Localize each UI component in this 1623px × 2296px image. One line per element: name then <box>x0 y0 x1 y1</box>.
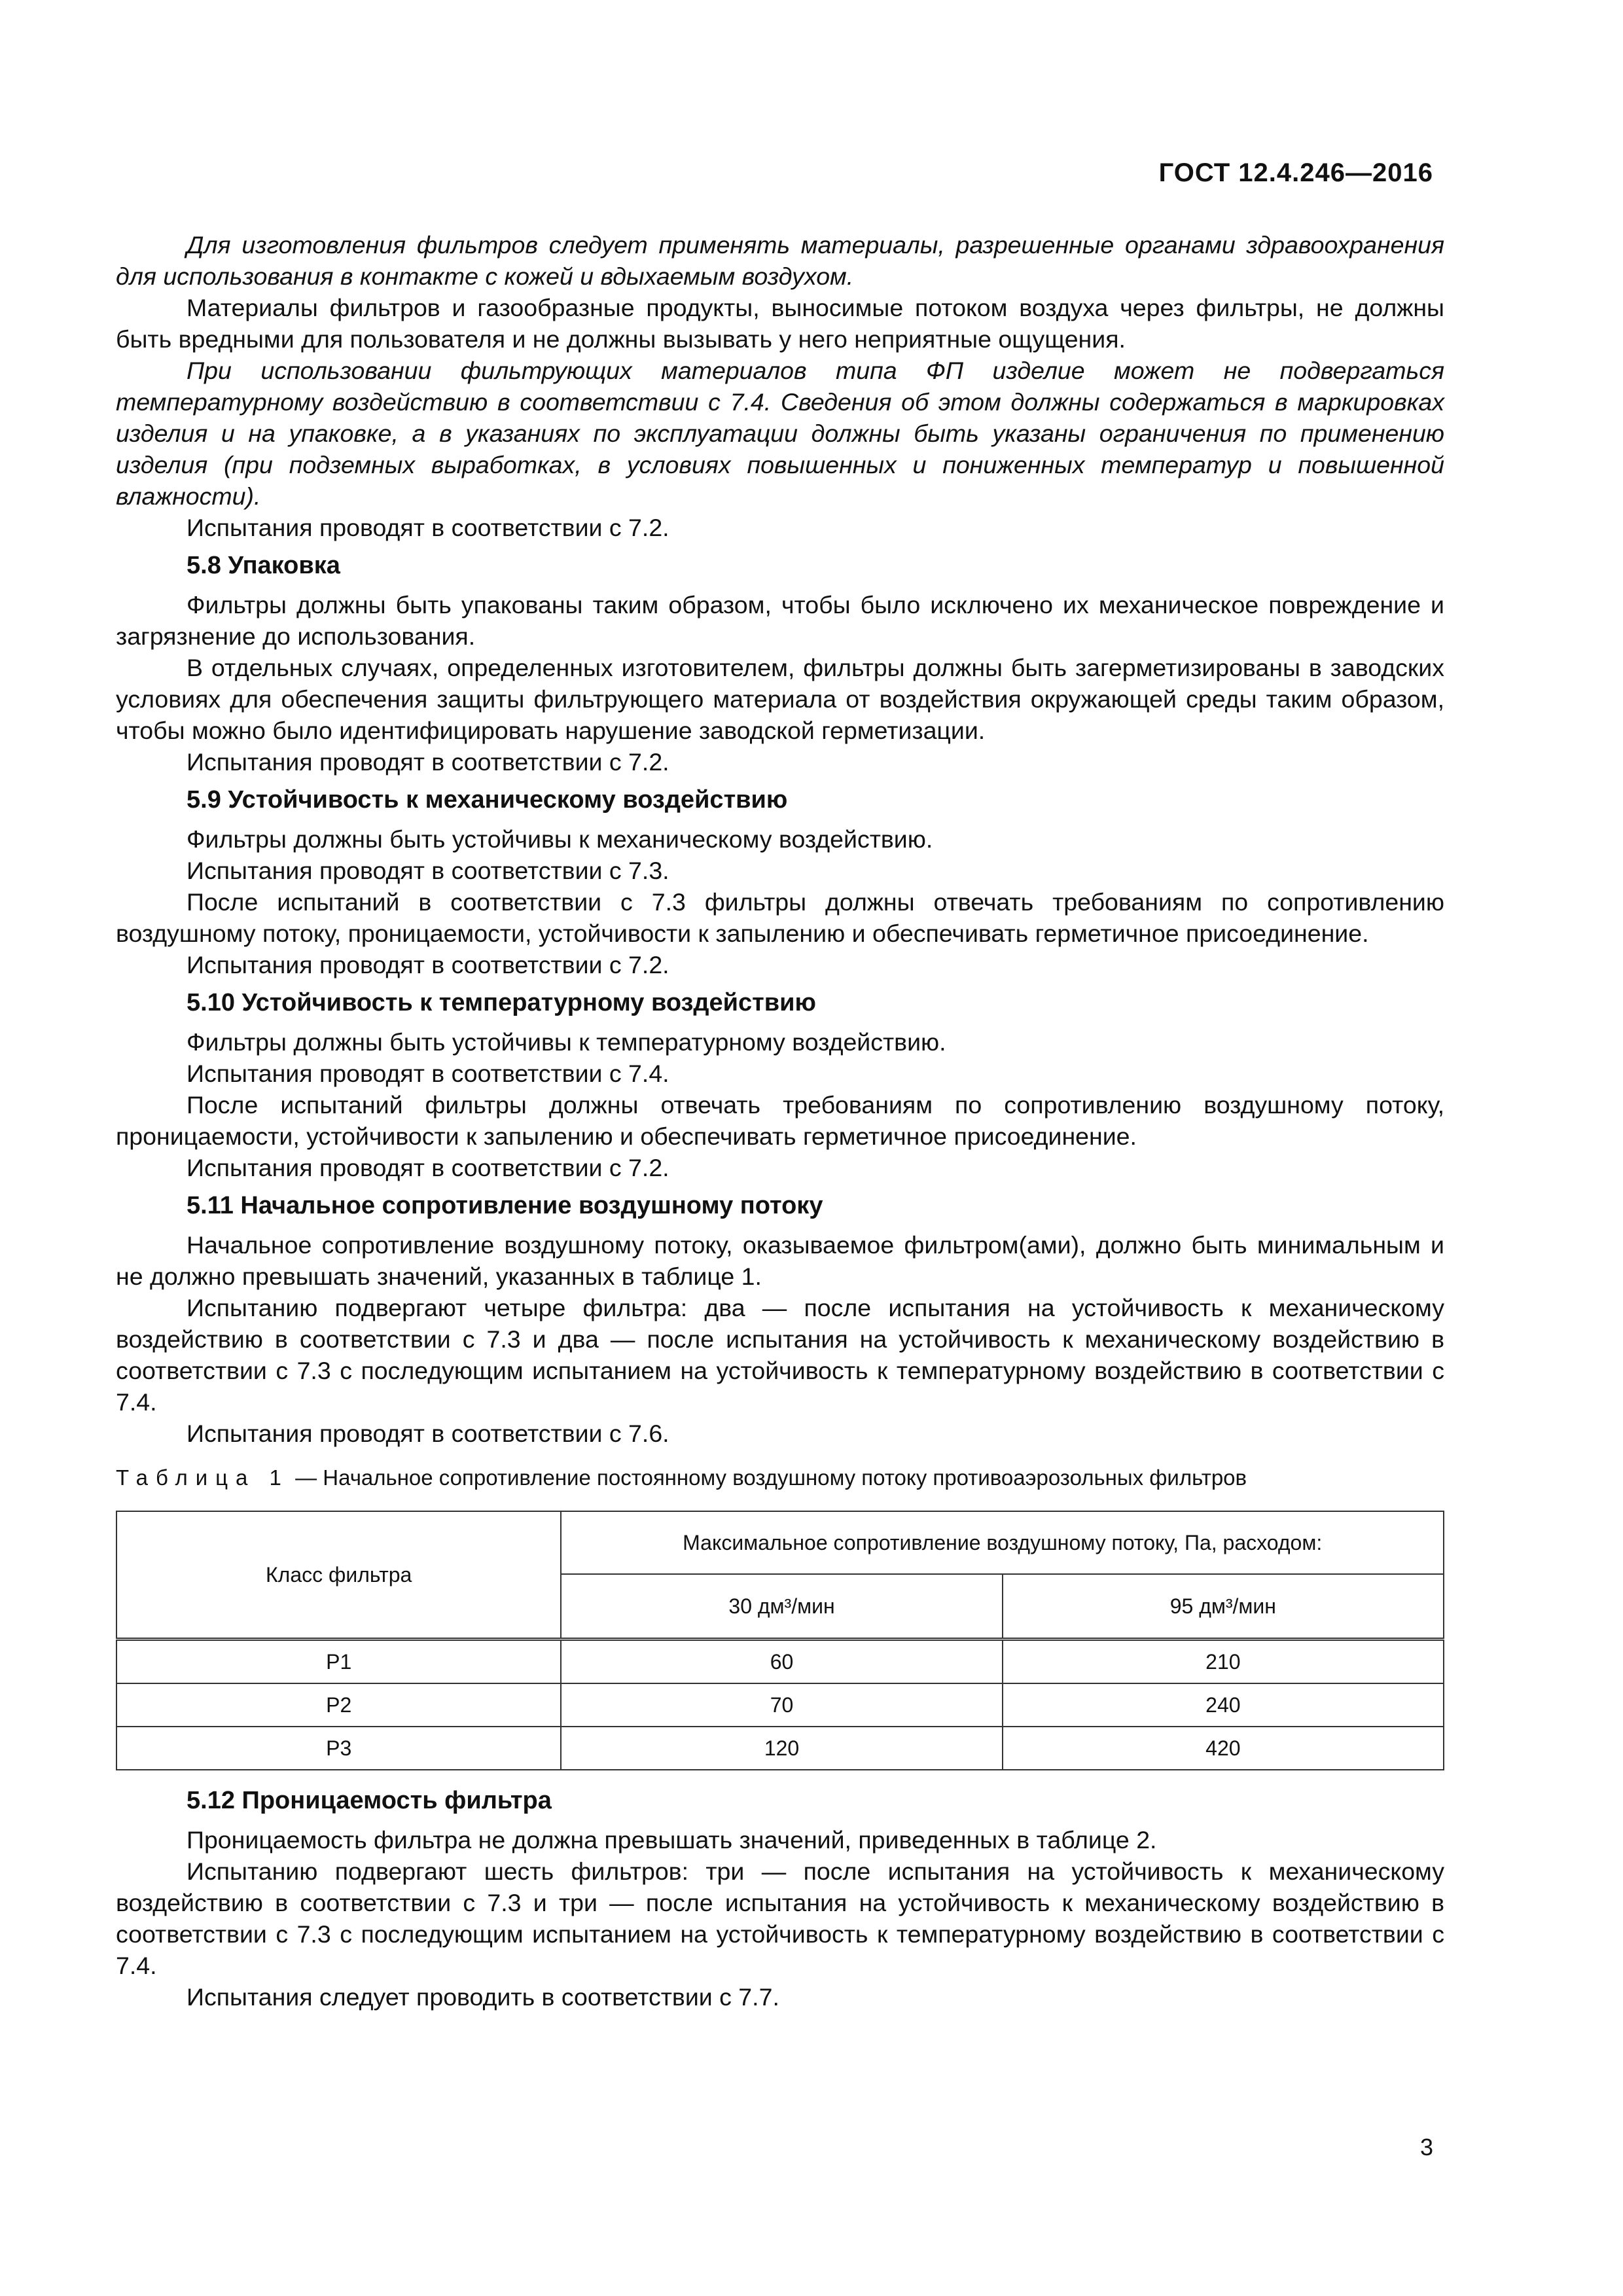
paragraph: Начальное сопротивление воздушному потоку, оказываемое фильтром(ами), должно быть минимальным и не должно превышать значений, указанных в таблице 1. <box>116 1231 1444 1290</box>
table-row <box>116 1727 1444 1770</box>
table-cell-class: P2 <box>116 1683 561 1727</box>
table-row <box>116 1683 1444 1727</box>
paragraph: Фильтры должны быть устойчивы к механическому воздействию. <box>187 825 933 853</box>
paragraph: После испытаний в соответствии с 7.3 фильтры должны отвечать требованиям по сопротивлению воздушному потоку, проницаемости, устойчивости к запылению и обеспечивать герметичное присоединение. <box>116 888 1444 947</box>
table-caption-label: Таблица 1 <box>116 1465 289 1490</box>
section-heading-5-8: 5.8 Упаковка <box>187 552 340 579</box>
table-cell-class: P1 <box>116 1640 561 1684</box>
paragraph: Испытания проводят в соответствии с 7.2. <box>187 748 669 776</box>
table-caption-text: — Начальное сопротивление постоянному воздушному потоку противоаэрозольных фильтров <box>289 1465 1247 1490</box>
paragraph: После испытаний фильтры должны отвечать требованиям по сопротивлению воздушному потоку, проницаемости, устойчивости к запылению и обеспечивать герметичное присоединение. <box>116 1091 1444 1150</box>
paragraph: В отдельных случаях, определенных изготовителем, фильтры должны быть загерметизированы в заводских условиях для обеспечения защиты фильтрующего материала от воздействия окружающей среды таким образом, чтобы можно было идентифицировать нарушение заводской герметизации. <box>116 654 1444 744</box>
paragraph: Испытания проводят в соответствии с 7.4. <box>187 1060 669 1087</box>
document-header: ГОСТ 12.4.246—2016 <box>1158 158 1433 187</box>
table-cell-30: 120 <box>561 1727 1002 1770</box>
paragraph: Материалы фильтров и газообразные продукты, выносимые потоком воздуха через фильтры, не должны быть вредными для пользователя и не должны вызывать у него неприятные ощущения. <box>116 294 1444 353</box>
table-cell-95: 420 <box>1003 1727 1444 1770</box>
paragraph: Испытанию подвергают четыре фильтра: два — после испытания на устойчивость к механическому воздействию в соответствии с 7.3 и два — после испытания на устойчивость к механическому воздействию в соответствии с 7.3 с последующим испытанием на устойчивость к температурному воздействию в соответствии с 7.4. <box>116 1294 1444 1416</box>
paragraph: Испытанию подвергают шесть фильтров: три — после испытания на устойчивость к механическому воздействию в соответствии с 7.3 и три — после испытания на устойчивость к механическому воздействию в соответствии с 7.3 с последующим испытанием на устойчивость к температурному воздействию в соответствии с 7.4. <box>116 1857 1444 1979</box>
page-number: 3 <box>1419 2134 1433 2161</box>
paragraph: Испытания проводят в соответствии с 7.6. <box>187 1420 669 1447</box>
paragraph: Для изготовления фильтров следует применять материалы, разрешенные органами здравоохранения для использования в контакте с кожей и вдыхаемым воздухом. <box>116 231 1444 290</box>
paragraph: Проницаемость фильтра не должна превышать значений, приведенных в таблице 2. <box>187 1826 1157 1854</box>
resistance-table <box>116 1511 1444 1770</box>
document-body <box>116 229 1444 2013</box>
column-header-95: 95 дм³/мин <box>1003 1574 1444 1640</box>
section-heading-5-10: 5.10 Устойчивость к температурному воздействию <box>187 989 816 1016</box>
paragraph: Фильтры должны быть упакованы таким образом, чтобы было исключено их механическое повреждение и загрязнение до использования. <box>116 591 1444 650</box>
section-heading-5-11: 5.11 Начальное сопротивление воздушному потоку <box>187 1192 823 1219</box>
paragraph: Фильтры должны быть устойчивы к температурному воздействию. <box>187 1028 946 1056</box>
paragraph: Испытания проводят в соответствии с 7.2. <box>187 951 669 978</box>
column-header-group: Максимальное сопротивление воздушному потоку, Па, расходом: <box>561 1511 1444 1574</box>
column-header-30: 30 дм³/мин <box>561 1574 1002 1640</box>
column-header-class: Класс фильтра <box>116 1511 561 1640</box>
table-cell-30: 70 <box>561 1683 1002 1727</box>
section-heading-5-12: 5.12 Проницаемость фильтра <box>187 1787 552 1814</box>
table-cell-30: 60 <box>561 1640 1002 1684</box>
paragraph: Испытания проводят в соответствии с 7.2. <box>187 514 669 541</box>
paragraph: Испытания проводят в соответствии с 7.3. <box>187 857 669 884</box>
table-cell-95: 240 <box>1003 1683 1444 1727</box>
table-cell-class: P3 <box>116 1727 561 1770</box>
section-heading-5-9: 5.9 Устойчивость к механическому воздействию <box>187 786 788 814</box>
table-caption <box>116 1463 1444 1492</box>
paragraph: Испытания проводят в соответствии с 7.2. <box>187 1154 669 1181</box>
paragraph: Испытания следует проводить в соответствии с 7.7. <box>187 1983 779 2011</box>
paragraph: При использовании фильтрующих материалов типа ФП изделие может не подвергаться температурному воздействию в соответствии с 7.4. Сведения об этом должны содержаться в маркировках изделия и на упаковке, а в указаниях по эксплуатации должны быть указаны ограничения по применению изделия (при подземных выработках, в условиях повышенных и пониженных температур и повышенной влажности). <box>116 357 1444 510</box>
table-row <box>116 1640 1444 1684</box>
table-cell-95: 210 <box>1003 1640 1444 1684</box>
